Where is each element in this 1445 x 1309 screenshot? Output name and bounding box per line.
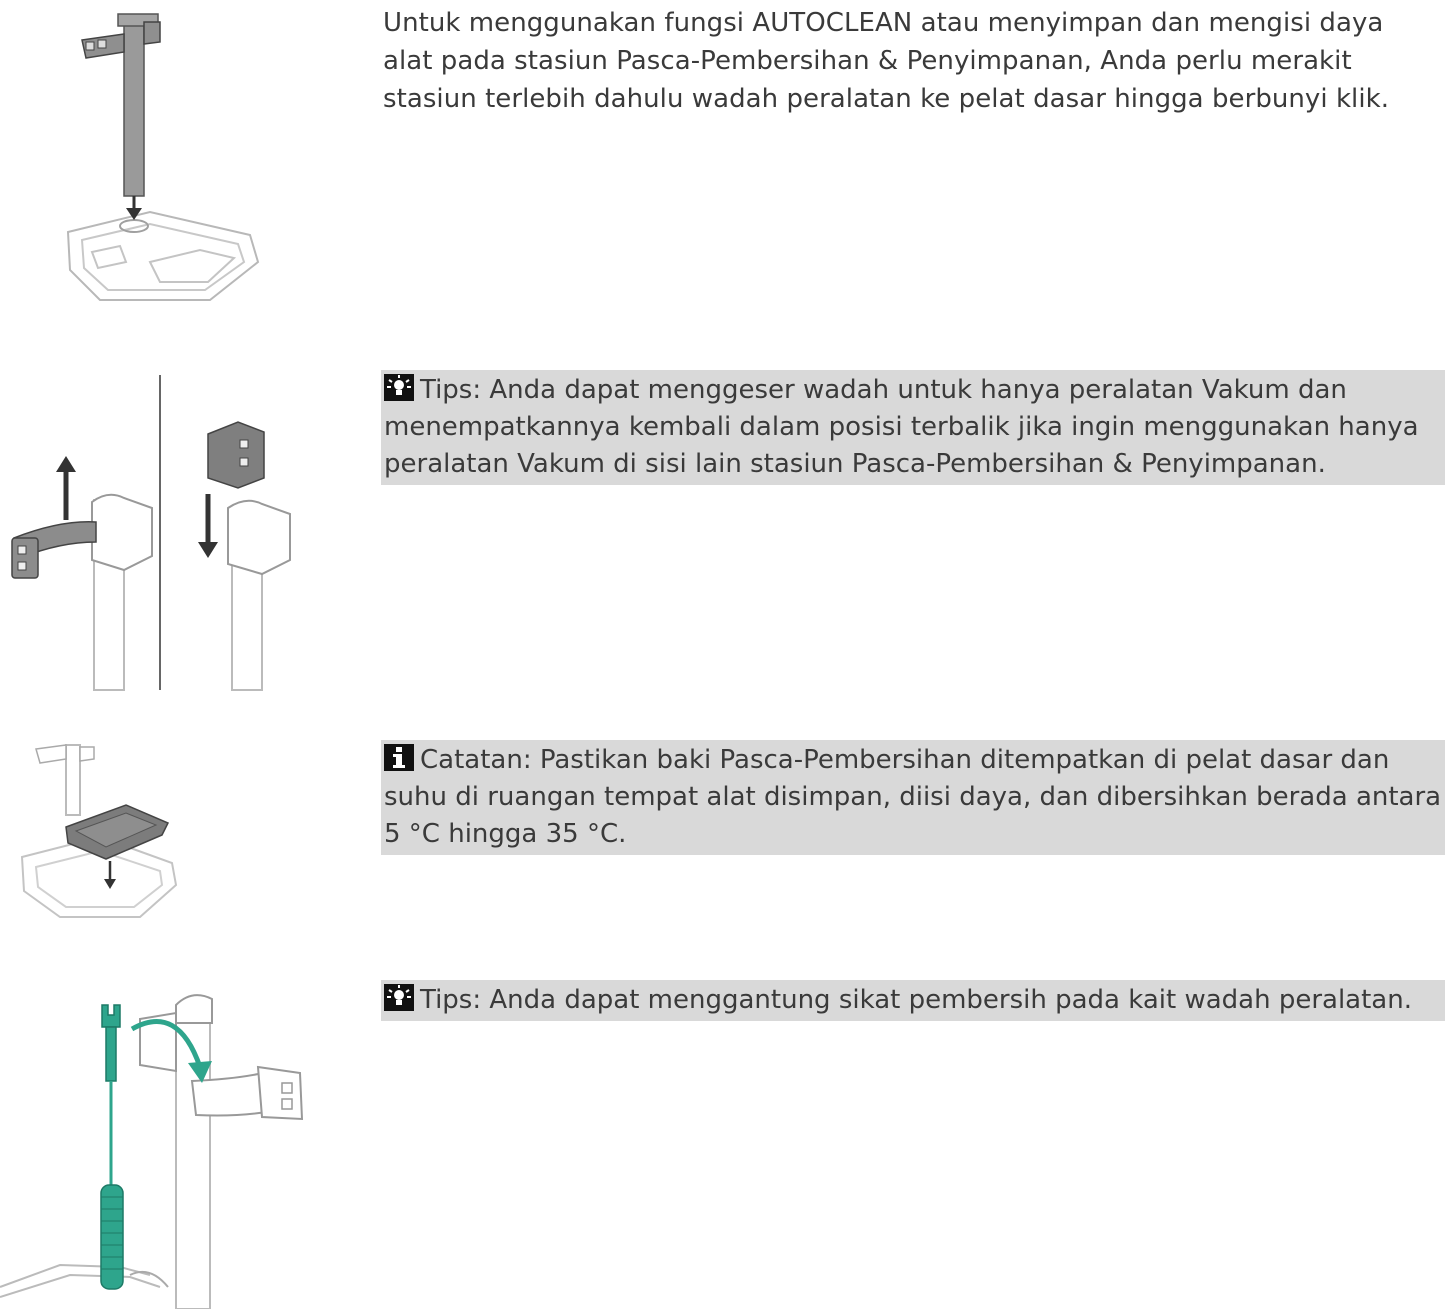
info-icon bbox=[384, 744, 414, 771]
hang-brush-illustration bbox=[0, 975, 320, 1309]
assembly-instruction-text: Untuk menggunakan fungsi AUTOCLEAN atau menyimpan dan mengisi daya alat pada stasiun Pasca-Pembersihan & Penyimpanan, Anda perlu merakit stasiun terlebih dahulu wadah peralatan ke pelat dasar hingga berbunyi klik. bbox=[383, 8, 1390, 114]
tips-callout-reverse-holder bbox=[381, 370, 1445, 485]
tips-hang-brush-section bbox=[0, 975, 1445, 1309]
lightbulb-icon bbox=[384, 984, 414, 1011]
tips-reverse-holder-section bbox=[0, 360, 1445, 700]
assembly-section bbox=[0, 0, 1445, 330]
lightbulb-icon bbox=[384, 374, 414, 401]
station-assembly-illustration bbox=[0, 0, 300, 320]
tips-text-hang-brush: Tips: Anda dapat menggantung sikat pembersih pada kait wadah peralatan. bbox=[420, 985, 1412, 1015]
tips-callout-hang-brush bbox=[381, 980, 1445, 1021]
reverse-holder-illustration bbox=[0, 360, 310, 700]
tray-placement-illustration bbox=[0, 735, 200, 935]
note-callout-tray bbox=[381, 740, 1445, 855]
note-tray-section bbox=[0, 735, 1445, 935]
tips-text-reverse-holder: Tips: Anda dapat menggeser wadah untuk hanya peralatan Vakum dan menempatkannya kembali dalam posisi terbalik jika ingin menggunakan hanya peralatan Vakum di sisi lain stasiun Pasca-Pembersihan & Penyimpanan. bbox=[384, 375, 1419, 479]
note-text-tray: Catatan: Pastikan baki Pasca-Pembersihan ditempatkan di pelat dasar dan suhu di ruangan tempat alat disimpan, diisi daya, dan dibersihkan berada antara 5 °C hingga 35 °C. bbox=[384, 745, 1442, 849]
